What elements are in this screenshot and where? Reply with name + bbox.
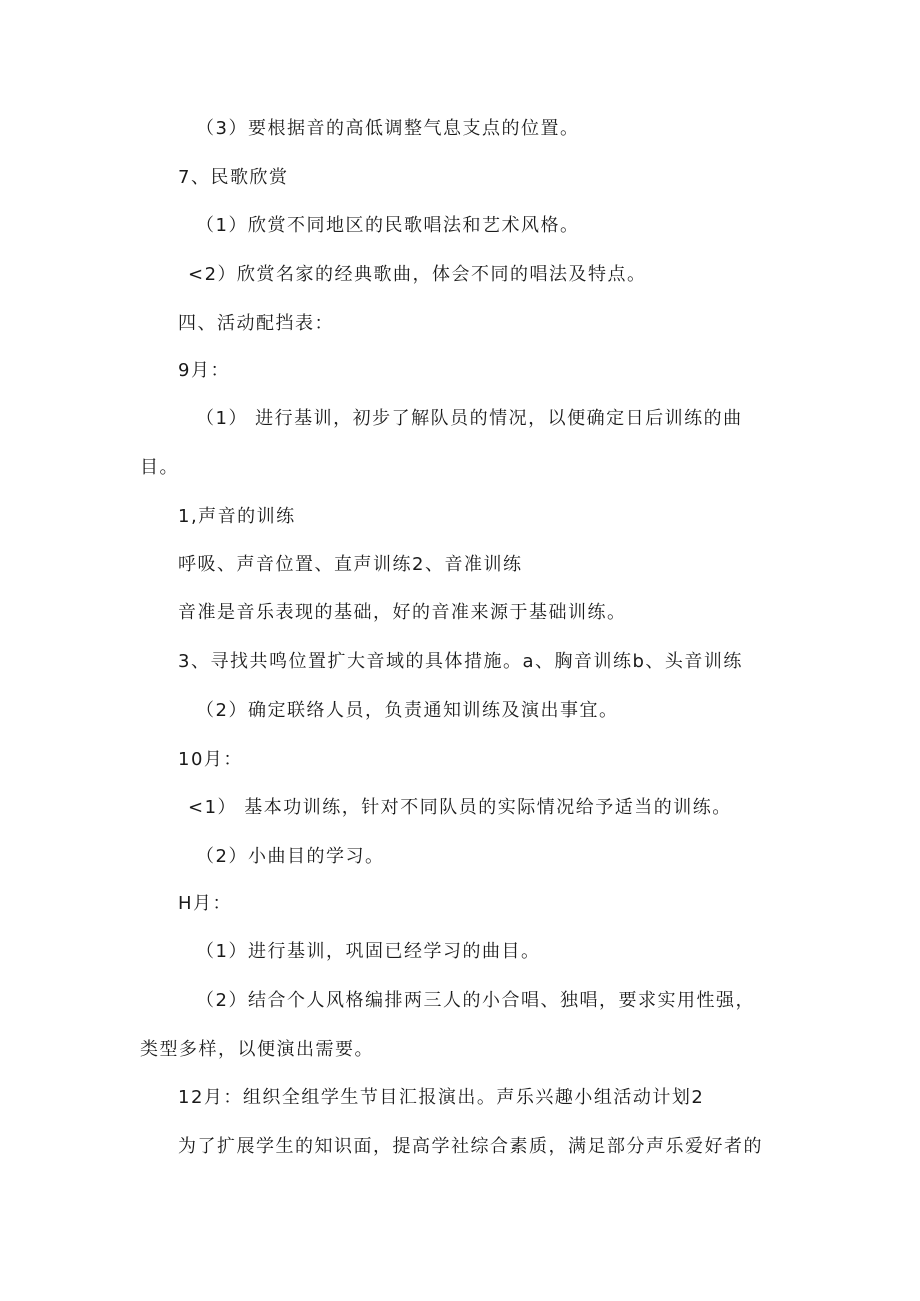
- text-line-9: 1,声音的训练: [178, 506, 296, 527]
- text-line-14: 10月：: [178, 749, 243, 770]
- text-line-2: 7、民歌欣赏: [178, 167, 289, 188]
- text-line-15: <1） 基本功训练，针对不同队员的实际情况给予适当的训练。: [188, 797, 732, 818]
- text-line-22: 为了扩展学生的知识面，提高学社综合素质，满足部分声乐爱好者的: [178, 1136, 763, 1157]
- text-line-6: 9月：: [178, 360, 230, 381]
- text-line-8: 目。: [140, 457, 179, 478]
- text-line-13: （2）确定联络人员，负责通知训练及演出事宜。: [196, 700, 619, 721]
- text-line-7: （1） 进行基训，初步了解队员的情况，以便确定日后训练的曲: [196, 408, 743, 429]
- text-line-5: 四、活动配挡表：: [178, 313, 334, 334]
- text-line-21: 12月：组织全组学生节目汇报演出。声乐兴趣小组活动计划2: [178, 1087, 705, 1108]
- text-line-20: 类型多样，以便演出需要。: [140, 1039, 374, 1060]
- text-line-16: （2）小曲目的学习。: [196, 846, 385, 867]
- text-line-12: 3、寻找共鸣位置扩大音域的具体措施。a、胸音训练b、头音训练: [178, 651, 743, 672]
- text-line-18: （1）进行基训，巩固已经学习的曲目。: [196, 941, 541, 962]
- text-line-19: （2）结合个人风格编排两三人的小合唱、独唱，要求实用性强，: [196, 990, 755, 1011]
- text-line-11: 音准是音乐表现的基础，好的音准来源于基础训练。: [178, 602, 627, 623]
- text-line-3: （1）欣赏不同地区的民歌唱法和艺术风格。: [196, 215, 580, 236]
- text-line-1: （3）要根据音的高低调整气息支点的位置。: [196, 118, 580, 139]
- text-line-17: H月：: [178, 893, 233, 914]
- text-line-4: <2）欣赏名家的经典歌曲，体会不同的唱法及特点。: [188, 264, 647, 285]
- text-line-10: 呼吸、声音位置、直声训练2、音准训练: [178, 554, 523, 575]
